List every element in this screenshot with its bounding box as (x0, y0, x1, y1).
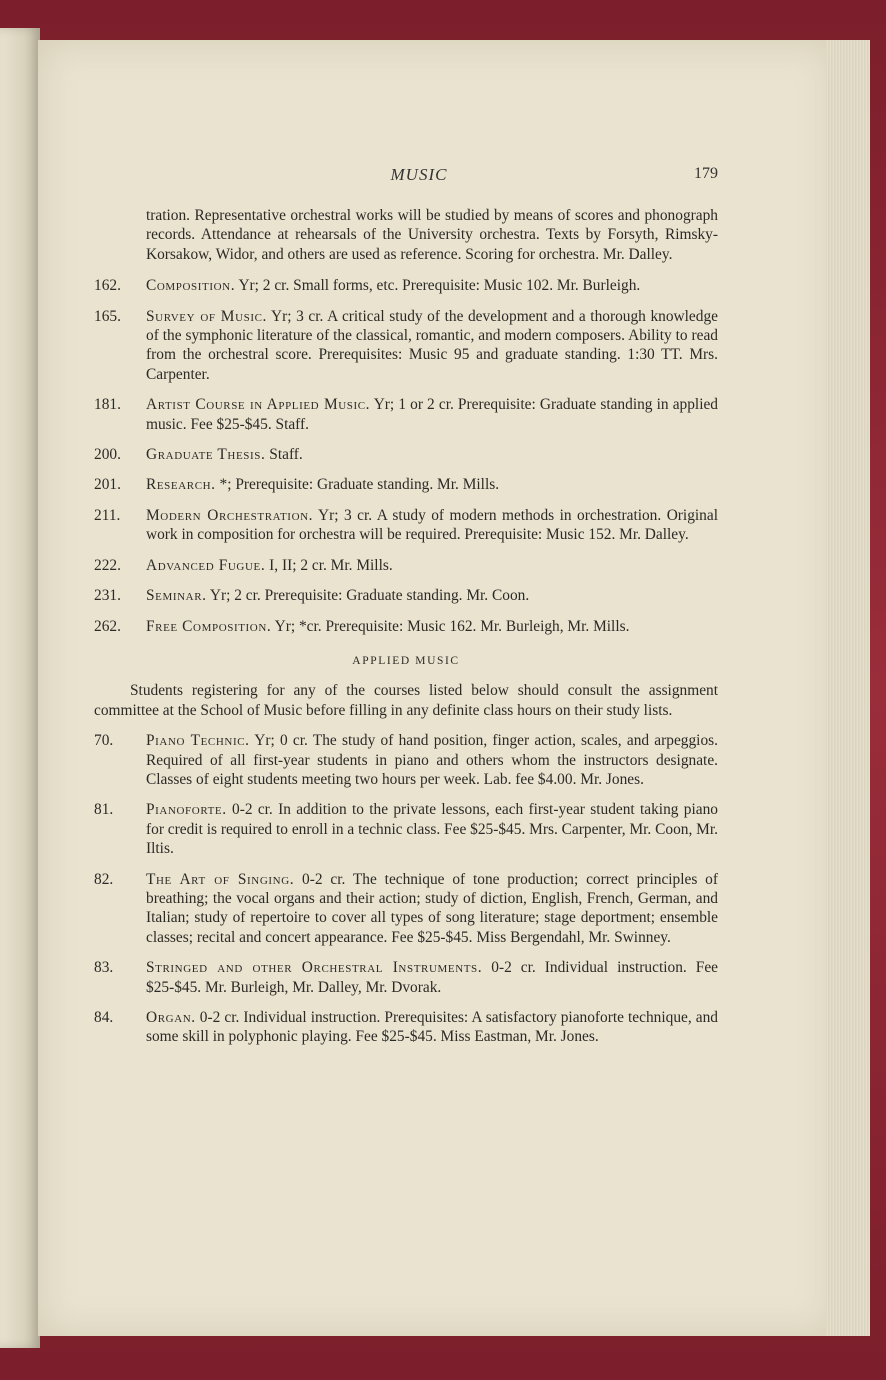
course-body (146, 617, 718, 636)
course-number: 81. (94, 801, 114, 819)
course-body (146, 307, 718, 385)
course-body (146, 731, 718, 789)
running-head (120, 165, 718, 187)
course-title: Artist Course in Applied Music. (146, 396, 371, 414)
course-title: Composition. (146, 277, 236, 295)
course-description: Yr; *cr. Prerequisite: Music 162. Mr. Burleigh, Mr. Mills. (274, 617, 630, 635)
course-body (146, 445, 718, 464)
course-body (146, 556, 718, 575)
course-entry (94, 870, 718, 948)
course-number: 222. (94, 556, 121, 574)
course-description: Yr; 1 or 2 cr. Prerequisite: Graduate standing in applied music. Fee $25-$45. Staff. (146, 396, 718, 433)
page-number: 179 (694, 165, 718, 182)
course-number: 211. (94, 506, 121, 524)
course-body (146, 586, 718, 605)
course-body (146, 395, 718, 434)
continued-paragraph: tration. Representative orchestral works will be studied by means of scores and phonograph records. Attendance at rehearsals of the University orchestra. Texts by Forsyth, Rimsky-Korsakow, Widor, and others are used as reference. Scoring for orchestra. Mr. Dalley. (146, 207, 718, 263)
course-entry (94, 800, 718, 858)
course-entry (94, 475, 718, 494)
course-number: 162. (94, 277, 121, 295)
applied-music-intro: Students registering for any of the courses listed below should consult the assignment committee at the School of Music before filling in any definite class hours on their study lists. (94, 682, 718, 719)
course-number: 82. (94, 870, 114, 888)
section-heading-applied-music: APPLIED MUSIC (352, 654, 460, 667)
course-title: Survey of Music. (146, 307, 267, 325)
course-entry (94, 556, 718, 575)
course-description: 0-2 cr. In addition to the private lessons, each first-year student taking piano for credit is required to enroll in a technic class. Fee $25-$45. Mrs. Carpenter, Mr. Coon, Mr. Iltis. (146, 801, 718, 858)
page-block-edge (826, 40, 870, 1336)
course-title: Stringed and other Orchestral Instruments. (146, 959, 483, 977)
course-description: Yr; 2 cr. Prerequisite: Graduate standing. Mr. Coon. (209, 587, 530, 605)
course-description: Yr; 3 cr. A critical study of the development and a thorough knowledge of the symphonic literature of the classical, romantic, and modern composers. Ability to read from the orchestral score. Prerequisites: Music 95 and graduate standing. 1:30 TT. Mrs. Carpenter. (146, 307, 718, 383)
course-entry (94, 276, 718, 295)
course-body (146, 276, 718, 295)
course-description: 0-2 cr. The technique of tone production; correct principles of breathing; the vocal organs and their action; study of diction, English, French, German, and Italian; study of repertoire to cover all types of song literature; stage deportment; ensemble classes; recital and concert appearance. Fee $25-$45. Miss Bergendahl, Mr. Swinney. (146, 870, 718, 946)
course-entry (94, 617, 718, 636)
course-body (146, 870, 718, 948)
course-entry (94, 1008, 718, 1047)
course-body (146, 1008, 718, 1047)
course-description: *; Prerequisite: Graduate standing. Mr. Mills. (219, 476, 500, 494)
course-description: Staff. (269, 446, 303, 464)
course-body (146, 475, 718, 494)
course-body (146, 958, 718, 997)
page-content (94, 206, 718, 1058)
course-description: 0-2 cr. Individual instruction. Fee $25-$45. Mr. Burleigh, Mr. Dalley, Mr. Dvorak. (146, 959, 718, 996)
course-entry (94, 395, 718, 434)
course-title: Advanced Fugue. (146, 556, 266, 574)
course-title: Seminar. (146, 587, 207, 605)
course-description: I, II; 2 cr. Mr. Mills. (269, 556, 393, 574)
course-number: 231. (94, 587, 121, 605)
course-body (146, 800, 718, 858)
course-number: 262. (94, 617, 121, 635)
course-title: The Art of Singing. (146, 870, 295, 888)
course-number: 83. (94, 959, 114, 977)
course-title: Research. (146, 476, 216, 494)
course-number: 84. (94, 1009, 114, 1026)
course-title: Piano Technic. (146, 732, 250, 750)
course-number: 70. (94, 732, 114, 750)
course-entry (94, 445, 718, 464)
course-number: 200. (94, 446, 121, 464)
course-entry (94, 731, 718, 789)
course-title: Graduate Thesis. (146, 446, 266, 464)
course-title: Free Composition. (146, 617, 272, 635)
course-description: 0-2 cr. Individual instruction. Prerequisites: A satisfactory pianoforte technique, and some skill in polyphonic playing. Fee $25-$45. Miss Eastman, Mr. Jones. (146, 1009, 718, 1046)
course-number: 165. (94, 307, 121, 325)
facing-page-edge (0, 28, 40, 1348)
course-entry (94, 586, 718, 605)
course-entry (94, 506, 718, 545)
course-description: Yr; 3 cr. A study of modern methods in orchestration. Original work in composition for orchestra will be required. Prerequisite: Music 152. Mr. Dalley. (146, 506, 718, 544)
course-title: Modern Orchestration. (146, 506, 314, 524)
running-head-title: MUSIC (390, 165, 448, 184)
course-entry (94, 307, 718, 385)
course-number: 201. (94, 476, 121, 494)
course-title: Organ. (146, 1009, 196, 1026)
course-description: Yr; 0 cr. The study of hand position, finger action, scales, and arpeggios. Required of all first-year students in piano and others whom the instructors designate. Classes of eight students meeting two hours per week. Lab. fee $4.00. Mr. Jones. (146, 732, 718, 788)
course-number: 181. (94, 396, 121, 414)
course-body (146, 506, 718, 545)
course-description: Yr; 2 cr. Small forms, etc. Prerequisite: Music 102. Mr. Burleigh. (238, 277, 641, 295)
course-title: Pianoforte. (146, 801, 227, 819)
course-entry (94, 958, 718, 997)
